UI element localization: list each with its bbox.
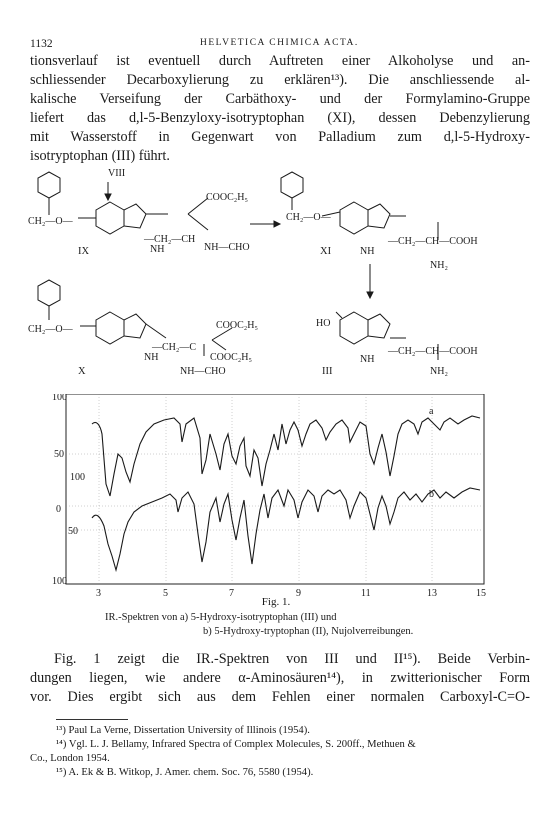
x-nh-ring: NH bbox=[144, 352, 159, 363]
body-paragraph bbox=[30, 650, 530, 707]
journal-title: HELVETICA CHIMICA ACTA. bbox=[200, 38, 359, 48]
ix-nhcho: NH—CHO bbox=[204, 242, 250, 253]
text-line: isotryptophan (III) führt. bbox=[30, 148, 170, 164]
compound-label-ix: IX bbox=[78, 246, 90, 257]
indole-ring-iii bbox=[340, 312, 368, 344]
ix-ch2o: CH₂—O— bbox=[28, 216, 73, 227]
trace-label-b: b bbox=[429, 489, 434, 500]
benzene-ring-xi bbox=[281, 172, 303, 198]
compound-label-x: X bbox=[78, 366, 86, 377]
ix-cooet: COOC₂H₅ bbox=[206, 192, 248, 203]
text-line: dungen liegen, wie andere α-Aminosäuren¹⁴), in zwitterionischer Form bbox=[30, 670, 530, 686]
text-line: Fig. 1 zeigt die IR.-Spektren von III und II¹⁵). Beide Verbin- bbox=[54, 651, 530, 667]
footnote-15: ¹⁵) A. Ek & B. Witkop, J. Amer. chem. Soc. 76, 5580 (1954). bbox=[56, 767, 314, 778]
x-nhcho: NH—CHO bbox=[180, 366, 226, 377]
compound-label-xi: XI bbox=[320, 246, 332, 257]
benzene-ring-ix bbox=[38, 172, 60, 198]
x-tick: 15 bbox=[476, 588, 486, 599]
text-line: tionsverlauf ist eventuell durch Auftreten einer Alkoholyse und an- bbox=[30, 53, 530, 69]
y-tick-b-top: 0 bbox=[56, 504, 61, 515]
ix-nh-ring: NH bbox=[150, 244, 165, 255]
iii-nh2: NH₂ bbox=[430, 366, 448, 377]
indole-ring-xi bbox=[340, 202, 368, 234]
iii-nh-ring: NH bbox=[360, 354, 375, 365]
y-tick-a-top: 100 bbox=[52, 394, 67, 403]
x-ch2c: —CH₂—C bbox=[152, 342, 197, 353]
figure-caption-line-2: b) 5-Hydroxy-tryptophan (II), Nujolverreibungen. bbox=[203, 626, 414, 637]
text-line: liefert das d,l-5-Benzyloxy-isotryptophan (XI), dessen Debenzylierung bbox=[30, 110, 530, 126]
footnote-rule bbox=[56, 719, 128, 720]
x-ch2o: CH₂—O— bbox=[28, 324, 73, 335]
ix-ch2ch: —CH₂—CH bbox=[144, 234, 196, 245]
x-tick: 13 bbox=[427, 588, 437, 599]
text-line: schliessender Decarboxylierung zu erklären¹³). Die anschliessende al- bbox=[30, 72, 530, 88]
text-line: kalische Verseifung der Carbäthoxy- und der Formylamino-Gruppe bbox=[30, 91, 530, 107]
footnote-14-cont: Co., London 1954. bbox=[30, 753, 110, 764]
spectrum-trace-b bbox=[92, 488, 480, 570]
xi-side-chain: —CH₂—CH—COOH bbox=[388, 236, 478, 247]
figure-title: Fig. 1. bbox=[261, 596, 291, 608]
indole-ring-ix bbox=[96, 202, 124, 234]
footnote-14: ¹⁴) Vgl. L. J. Bellamy, Infrared Spectra of Complex Molecules, S. 200ff., Methuen & bbox=[56, 739, 416, 750]
x-tick: 11 bbox=[361, 588, 371, 599]
trace-label-a: a bbox=[429, 406, 434, 417]
ir-spectrum-figure bbox=[30, 394, 500, 604]
benzene-ring-x bbox=[38, 280, 60, 306]
text-line: vor. Dies ergibt sich aus dem Fehlen einer normalen Carboxyl-C=O- bbox=[30, 689, 530, 705]
footnotes bbox=[30, 724, 530, 780]
compound-label-iii: III bbox=[322, 366, 333, 377]
iii-side-chain: —CH₂—CH—COOH bbox=[388, 346, 478, 357]
x-tick: 9 bbox=[296, 588, 301, 599]
x-tick: 5 bbox=[163, 588, 168, 599]
xi-nh2: NH₂ bbox=[430, 260, 448, 271]
xi-nh-ring: NH bbox=[360, 246, 375, 257]
footnote-13: ¹³) Paul La Verne, Dissertation University of Illinois (1954). bbox=[56, 725, 310, 736]
iii-ho: HO bbox=[316, 318, 331, 329]
y-tick-a-bottom: 100 bbox=[70, 472, 85, 483]
text-line: mit Wasserstoff in Gegenwart von Palladium zum d,l-5-Hydroxy- bbox=[30, 129, 530, 145]
reaction-scheme bbox=[20, 160, 532, 392]
indole-ring-x bbox=[96, 312, 124, 344]
page-number: 1132 bbox=[30, 38, 53, 50]
x-tick: 3 bbox=[96, 588, 101, 599]
y-tick-b-mid: 50 bbox=[68, 526, 78, 537]
x-cooet-2: COOC₂H₅ bbox=[210, 352, 252, 363]
xi-ch2o: CH₂—O— bbox=[286, 212, 331, 223]
figure-caption-line-1: IR.-Spektren von a) 5-Hydroxy-isotryptophan (III) und bbox=[105, 612, 337, 623]
y-tick-b-bottom: 100 bbox=[52, 576, 67, 587]
spectrum-trace-a bbox=[92, 416, 480, 496]
x-tick: 7 bbox=[229, 588, 234, 599]
x-cooet-1: COOC₂H₅ bbox=[216, 320, 258, 331]
label-viii: VIII bbox=[108, 168, 126, 179]
y-tick-a-mid: 50 bbox=[54, 449, 64, 460]
intro-paragraph bbox=[30, 52, 530, 166]
